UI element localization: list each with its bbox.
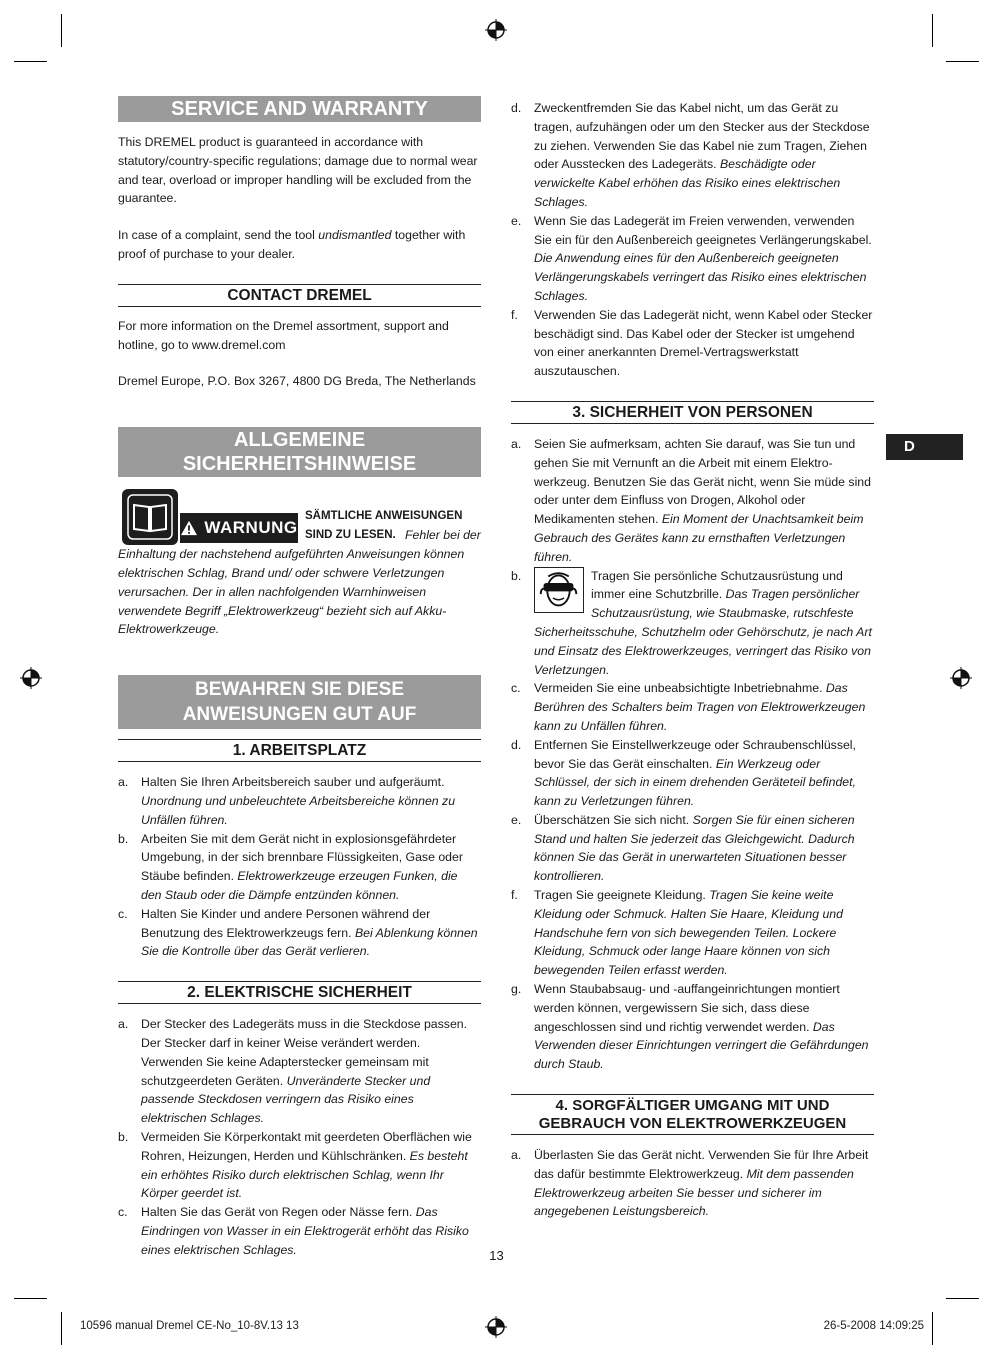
footer-timestamp: 26-5-2008 14:09:25 — [823, 1320, 924, 1332]
list-item: e. Überschätzen Sie sich nicht. Sorgen Sie für einen sicheren Stand und halten Sie jederzeit das Gleichgewicht. Dadurch können Sie das Gerät in unerwarteten Situationen besser kontrollieren. — [511, 812, 855, 884]
list-item: b. Arbeiten Sie mit dem Gerät nicht in explosionsgefährdeter Umgebung, in der sich brennbare Flüssigkeiten, Gase oder Stäube befinden. Elektrowerkzeuge erzeugen Funken, die den Staub oder die Dämpfe entzünden können. — [118, 831, 463, 902]
list-item: b. Vermeiden Sie Körperkontakt mit geerdeten Oberflächen wie Rohren, Heizungen, Herden und Kühlschränken. Es besteht ein erhöhtes Risiko durch elektrischen Schlag, wenn Ihr Körper geerdet ist. — [118, 1129, 472, 1201]
crop-mark — [946, 61, 979, 62]
section-2-list — [118, 1015, 481, 1259]
manual-book-icon — [122, 489, 178, 545]
service-warranty-heading: SERVICE AND WARRANTY — [118, 96, 481, 122]
crop-mark — [932, 14, 933, 47]
service-paragraph-2: In case of a complaint, send the tool undismantled together with proof of purchase to your dealer. — [118, 228, 466, 261]
section-3-list — [511, 435, 874, 1074]
warning-block — [118, 489, 481, 639]
left-column — [118, 96, 481, 1259]
footer-file-info: 10596 manual Dremel CE-No_10-8V.13 13 — [80, 1320, 299, 1332]
list-item: c. Halten Sie das Gerät von Regen oder Nässe fern. Das Eindringen von Wasser in ein Elektrogerät erhöht das Risiko eines elektrischen Schlages. — [118, 1205, 469, 1257]
crop-mark — [14, 61, 47, 62]
crop-mark — [14, 1298, 47, 1299]
list-item: d. Zweckentfremden Sie das Kabel nicht, um das Gerät zu tragen, aufzuhängen oder um den Stecker aus der Steckdose zu ziehen. Verwenden Sie das Kabel nie zum Tragen, Ziehen oder Ausstecken des Ladegeräts. Beschädigte oder verwickelte Kabel erhöhen das Risiko eines elektrischen Schlages. — [511, 101, 870, 209]
warning-text-bold: SÄMTLICHE ANWEISUNGEN SIND ZU LESEN. — [305, 510, 463, 541]
list-item: e. Wenn Sie das Ladegerät im Freien verwenden, verwenden Sie ein für den Außenbereich geeignetes Verlängerungskabel. Die Anwendung eines für den Außenbereich geeigneten Verlängerungskabels verringert das Risiko eines elektrischen Schlages. — [511, 213, 872, 303]
contact-paragraph-2: Dremel Europe, P.O. Box 3267, 4800 DG Breda, The Netherlands — [118, 374, 476, 389]
section-4-heading: 4. SORGFÄLTIGER UMGANG MIT UND GEBRAUCH VON ELEKTROWERKZEUGEN — [511, 1094, 874, 1135]
safety-goggles-icon — [534, 567, 584, 613]
list-item: a. Halten Sie Ihren Arbeitsbereich sauber und aufgeräumt. Unordnung und unbeleuchtete Arbeitsbereiche können zu Unfällen führen. — [118, 775, 456, 827]
warning-badge-label: WARNUNG — [204, 518, 298, 538]
crop-mark — [946, 1298, 979, 1299]
keep-instructions-heading: BEWAHREN SIE DIESE ANWEISUNGEN GUT AUF — [118, 675, 481, 729]
list-item: f. Verwenden Sie das Ladegerät nicht, wenn Kabel oder Stecker beschädigt sind. Das Kabel oder der Stecker ist umgehend von einer anerkannten Dremel-Vertragswerkstatt auszutauschen. — [511, 307, 873, 379]
contact-paragraph-1: For more information on the Dremel assortment, support and hotline, go to www.dremel.com — [118, 318, 449, 352]
list-item: d. Entfernen Sie Einstellwerkzeuge oder Schraubenschlüssel, bevor Sie das Gerät einschalten. Ein Werkzeug oder Schlüssel, der sich in einem drehenden Geräteteil befindet, kann zu Verletzungen führen. — [511, 737, 856, 809]
warning-badge — [180, 513, 298, 543]
section-2-continued-list — [511, 99, 874, 381]
crop-mark — [61, 14, 62, 47]
list-item: g. Wenn Staubabsaug- und -auffangeinrichtungen montiert werden können, vergewissern Sie sich, dass diese angeschlossen sind und richtig verwendet werden. Das Verwenden dieser Einrichtungen verringert die Gefährdungen durch Staub. — [511, 982, 869, 1072]
warning-text-italic: Fehler bei der Einhaltung der nachstehend aufgeführten Anweisungen können elektrischen Schlag, Brand und/ oder schwere Verletzungen verursachen. Der in allen nachfolgenden Warnhinweisen verwendete Begriff „Elektrowerkzeug“ bezieht sich auf Akku-Elektrowerkzeuge. — [118, 528, 481, 637]
section-1-list — [118, 773, 481, 961]
list-item: c. Halten Sie Kinder und andere Personen während der Benutzung des Elektrowerkzeugs fern. Bei Ablenkung können Sie die Kontrolle über das Gerät verlieren. — [118, 906, 478, 959]
section-2-heading: 2. ELEKTRISCHE SICHERHEIT — [118, 981, 481, 1004]
list-item: a. Seien Sie aufmerksam, achten Sie darauf, was Sie tun und gehen Sie mit Vernunft an die Arbeit mit einem Elektro-werkzeug. Benutzen Sie das Gerät nicht, wenn Sie müde sind oder unter dem Einfluss von Drogen, Alkohol oder Medikamenten stehen. Ein Moment der Unachtsamkeit beim Gebrauch des Gerätes kann zu ernsthaften Verletzungen führen. — [511, 436, 871, 564]
list-item: a. Überlasten Sie das Gerät nicht. Verwenden Sie für Ihre Arbeit das dafür bestimmte Elektrowerkzeug. Mit dem passenden Elektrowerkzeug arbeiten Sie besser und sicherer im angegebenen Leistungsbereich. — [511, 1148, 869, 1219]
crop-mark — [61, 1312, 62, 1345]
safety-heading: ALLGEMEINE SICHERHEITSHINWEISE — [118, 427, 481, 477]
list-item: b. Tragen Sie persönliche Schutzausrüstung und immer eine Schutzbrille. Das Tragen persönlicher Schutzausrüstung, wie Staubmaske, rutschfeste Sicherheitsschuhe, Schutzhelm oder Gehörschutz, je nach Art und Einsatz des Elektrowerkzeuges, verringert das Risiko von Verletzungen. — [511, 568, 872, 677]
section-1-heading: 1. ARBEITSPLATZ — [118, 739, 481, 762]
registration-mark-icon — [950, 667, 972, 689]
list-item: a. Der Stecker des Ladegeräts muss in die Steckdose passen. Der Stecker darf in keiner Weise verändert werden. Verwenden Sie keine Adapterstecker gemeinsam mit schutzgeerdeten Geräten. Unveränderte Stecker und passende Steckdosen verringern das Risiko eines elektrischen Schlages. — [118, 1017, 468, 1126]
section-4-list — [511, 1146, 874, 1221]
crop-mark — [932, 1312, 933, 1345]
service-paragraph-1: This DREMEL product is guaranteed in accordance with statutory/country-specific regulations; damage due to normal wear and tear, overload or improper handling will be excluded from the guarantee. — [118, 135, 478, 206]
list-item: c. Vermeiden Sie eine unbeabsichtigte Inbetriebnahme. Das Berühren des Schalters beim Tragen von Elektrowerkzeugen kann zu Unfällen führen. — [511, 681, 866, 733]
warning-triangle-icon — [180, 520, 198, 536]
registration-mark-icon — [485, 19, 507, 41]
registration-mark-icon — [485, 1316, 507, 1338]
list-item: f. Tragen Sie geeignete Kleidung. Tragen Sie keine weite Kleidung oder Schmuck. Halten Sie Haare, Kleidung und Handschuhe fern von sich bewegenden Teilen. Lockere Kleidung, Schmuck oder lange Haare können von sich bewegenden Teilen erfasst werden. — [511, 888, 843, 978]
page-number: 13 — [489, 1248, 504, 1263]
right-column — [511, 99, 874, 1221]
section-3-heading: 3. SICHERHEIT VON PERSONEN — [511, 401, 874, 424]
contact-heading: CONTACT DREMEL — [118, 284, 481, 307]
language-tab: D — [886, 434, 963, 460]
registration-mark-icon — [20, 667, 42, 689]
